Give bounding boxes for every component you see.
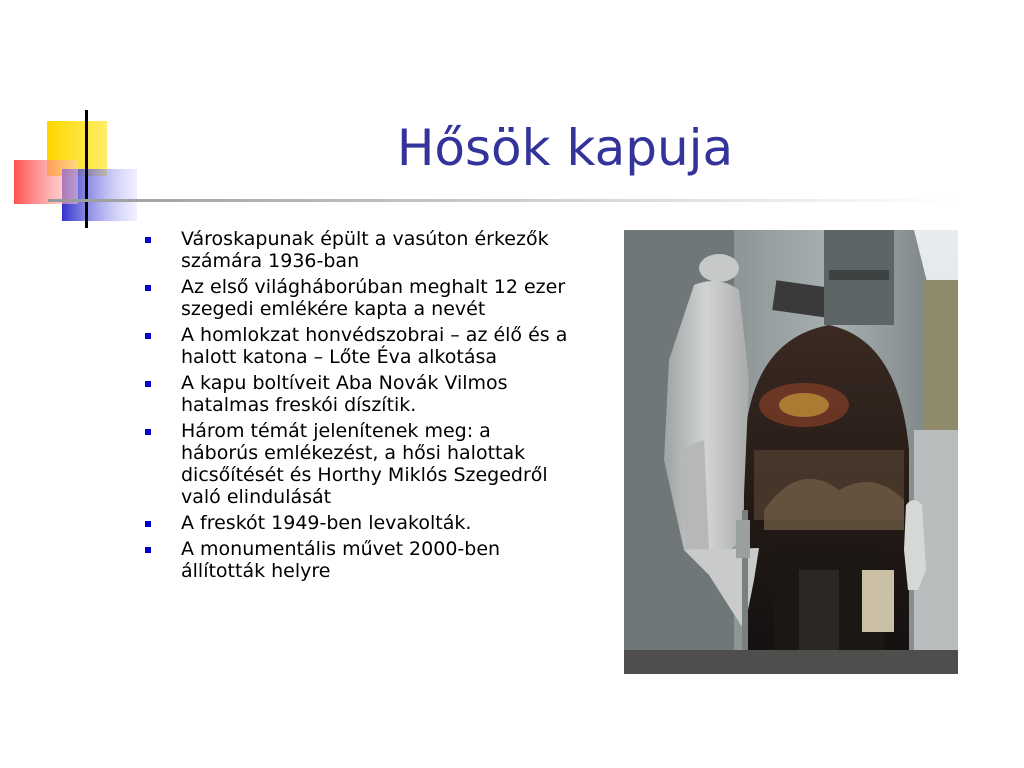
photo-street xyxy=(624,650,958,674)
square-bullet-icon xyxy=(145,285,151,291)
bullet-item xyxy=(140,420,570,508)
deco-red-square xyxy=(14,160,78,204)
bullet-text: Az első világháborúban meghalt 12 ezer szegedi emlékére kapta a nevét xyxy=(181,276,566,320)
square-bullet-icon xyxy=(145,429,151,435)
photo-traffic-light xyxy=(736,520,750,558)
bullet-text: Három témát jelenítenek meg: a háborús emlékezést, a hősi halottak dicsőítését és Horthy Miklós Szegedről való elindulását xyxy=(181,420,548,508)
bullet-item xyxy=(140,538,570,582)
square-bullet-icon xyxy=(145,547,151,553)
bullet-item xyxy=(140,276,570,320)
square-bullet-icon xyxy=(145,237,151,243)
square-bullet-icon xyxy=(145,521,151,527)
bullet-item xyxy=(140,228,570,272)
photo-balcony-detail xyxy=(829,270,889,280)
slide-title: Hősök kapuja xyxy=(396,119,734,177)
square-bullet-icon xyxy=(145,333,151,339)
deco-horizontal-line xyxy=(48,199,958,202)
bullet-item xyxy=(140,324,570,368)
gate-photo xyxy=(624,230,958,674)
photo-fresco-ring xyxy=(779,393,829,417)
bullet-item xyxy=(140,372,570,416)
square-bullet-icon xyxy=(145,381,151,387)
gate-photo-illustration xyxy=(624,230,958,674)
bullet-text: A kapu boltíveit Aba Novák Vilmos hatalmas freskói díszítik. xyxy=(181,372,508,416)
bullet-text: A freskót 1949-ben levakolták. xyxy=(181,512,472,534)
photo-plaque xyxy=(862,570,894,632)
photo-statue-helmet xyxy=(699,254,739,282)
bullet-text: A homlokzat honvédszobrai – az élő és a halott katona – Lőte Éva alkotása xyxy=(181,324,568,368)
photo-passage-door xyxy=(799,570,839,660)
bullet-item xyxy=(140,512,570,534)
bullet-text: Városkapunak épült a vasúton érkezők számára 1936-ban xyxy=(181,228,549,272)
deco-vertical-line xyxy=(85,110,88,228)
bullet-list xyxy=(140,228,570,586)
bullet-text: A monumentális művet 2000-ben állították helyre xyxy=(181,538,501,582)
